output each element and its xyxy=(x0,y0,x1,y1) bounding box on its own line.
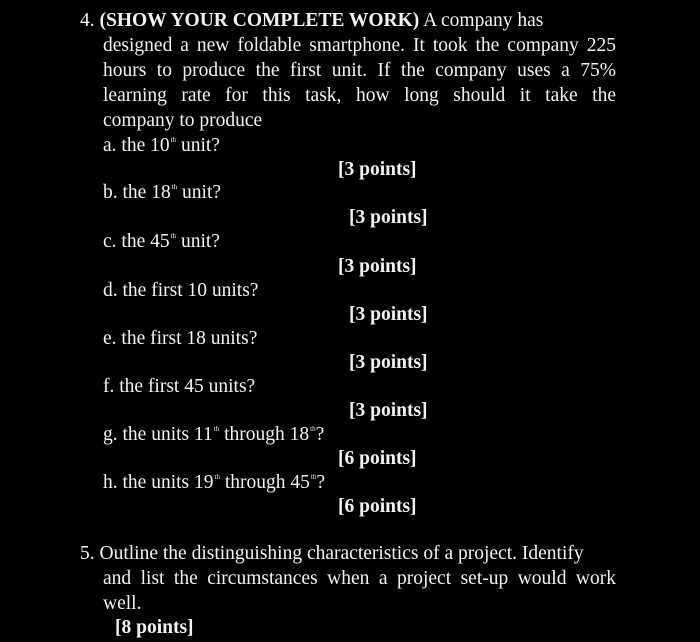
q5-number: 5. xyxy=(80,543,95,564)
q5-text: Outline the distinguishing characteristics of a project. Identify xyxy=(99,543,584,564)
q5-text-line: well. xyxy=(103,593,142,614)
q4-part-f-points: [3 points] xyxy=(349,400,428,421)
q4-first-line xyxy=(80,9,616,33)
q4-text-line: company to produce xyxy=(103,110,263,131)
q4-heading: (SHOW YOUR COMPLETE WORK) xyxy=(99,10,420,31)
q4-part-d: d. the first 10 units? xyxy=(103,280,259,301)
q5-text-line: and list the circumstances when a project set-up would work xyxy=(103,568,616,589)
q4-part-g: g. the units 11th through 18th? xyxy=(103,424,325,445)
q4-text-line: designed a new foldable smartphone. It took the company 225 xyxy=(103,35,616,56)
q4-part-e: e. the first 18 units? xyxy=(103,328,258,349)
q4-part-g-points: [6 points] xyxy=(338,448,417,469)
q5-points: [8 points] xyxy=(115,617,194,638)
q4-text-line: learning rate for this task, how long should it take the xyxy=(103,85,616,106)
q4-intro-fragment: A company has xyxy=(423,10,544,31)
q5-first-line xyxy=(80,542,616,566)
q4-part-h: h. the units 19th through 45th? xyxy=(103,472,325,493)
q4-part-b-points: [3 points] xyxy=(349,207,428,228)
q4-part-c-points: [3 points] xyxy=(338,256,417,277)
q4-part-e-points: [3 points] xyxy=(349,352,428,373)
q4-text-line: hours to produce the first unit. If the company uses a 75% xyxy=(103,60,616,81)
q4-part-a: a. the 10th unit? xyxy=(103,135,220,156)
q4-number: 4. xyxy=(80,10,95,31)
q4-part-h-points: [6 points] xyxy=(338,496,417,517)
q4-part-c: c. the 45th unit? xyxy=(103,231,220,252)
q4-part-d-points: [3 points] xyxy=(349,304,428,325)
q4-part-f: f. the first 45 units? xyxy=(103,376,256,397)
q4-part-b: b. the 18th unit? xyxy=(103,182,222,203)
q4-part-a-points: [3 points] xyxy=(338,159,417,180)
